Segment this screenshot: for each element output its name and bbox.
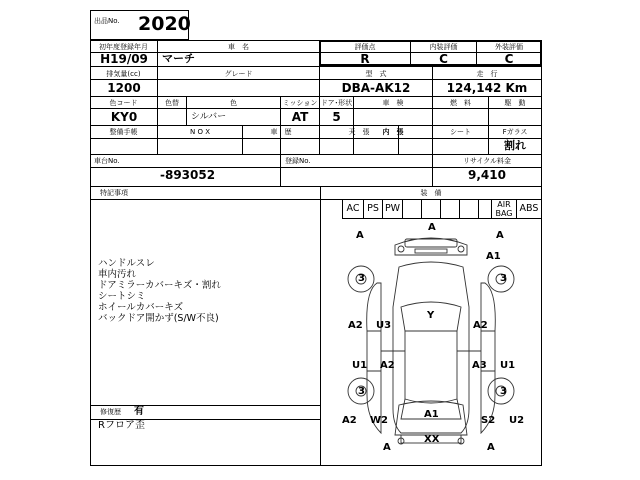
damage-mark: 3	[500, 273, 507, 284]
damage-mark: A	[383, 442, 391, 453]
color-label: 色	[230, 99, 237, 107]
mileage-label: 走 行	[476, 70, 498, 78]
color: シルバー	[191, 112, 227, 122]
remark-line: ハンドルスレ	[98, 258, 155, 269]
chassis-label: 車台No.	[94, 157, 120, 165]
history-label: 車 歴	[270, 128, 292, 136]
roof-label: 天 張	[348, 128, 370, 136]
damage-mark: A	[356, 230, 364, 241]
damage-mark: S2	[481, 415, 496, 426]
model-code: DBA-AK12	[341, 81, 411, 95]
equipment-airbag: AIR BAG	[495, 200, 513, 218]
remark-line: バックドア開かず(S/W不良)	[98, 313, 219, 324]
equipment-ac: AC	[346, 203, 360, 214]
remark-line: ホイールカバーキズ	[98, 302, 184, 313]
damage-mark: XX	[424, 434, 440, 445]
damage-mark: 3	[500, 386, 507, 397]
name-label: 車 名	[228, 43, 249, 51]
type-label: 車 検	[382, 99, 404, 107]
damage-mark: U3	[376, 320, 392, 331]
chassis-number: -893052	[160, 168, 216, 182]
tint-label: 色替	[165, 99, 179, 107]
year-label: 初年度登録年月	[99, 43, 148, 51]
displacement: 1200	[107, 81, 141, 95]
damage-mark: W2	[370, 415, 388, 426]
interior-score-label: 内装評価	[429, 43, 458, 51]
damage-mark: U1	[352, 360, 368, 371]
damage-mark: 3	[358, 273, 365, 284]
nox-label: N O X	[190, 128, 210, 136]
repair-history: 有	[134, 406, 144, 417]
manual-label: 整備手帳	[109, 128, 138, 136]
equipment-pw: PW	[384, 203, 401, 214]
glass-label: Fガラス	[502, 128, 528, 136]
remark-line: 車内汚れ	[98, 269, 137, 280]
damage-mark: A2	[348, 320, 363, 331]
remarks-label: 特記事項	[100, 189, 128, 197]
mission: AT	[291, 110, 309, 124]
mission-label: ミッション	[282, 99, 318, 107]
mileage: 124,142 Km	[446, 81, 528, 95]
damage-mark: A2	[473, 320, 488, 331]
interior-lining-label: 内 張	[382, 128, 404, 136]
repair-detail: Rフロア歪	[98, 420, 145, 431]
damage-mark: A1	[486, 251, 501, 262]
equipment-label: 装 備	[420, 189, 442, 197]
interior-score: C	[439, 52, 448, 66]
color-code-label: 色コード	[109, 99, 138, 107]
damage-mark: Y	[427, 310, 435, 321]
model-label: 型 式	[365, 70, 387, 78]
recycle-fee: 9,410	[468, 168, 506, 182]
exterior-score: C	[504, 52, 514, 66]
equipment-ps: PS	[367, 203, 379, 214]
doors-label: ドア･形状	[320, 99, 353, 107]
car-diagram	[321, 219, 541, 465]
damage-mark: A	[496, 230, 504, 241]
damage-mark: A2	[342, 415, 357, 426]
damage-mark: U2	[509, 415, 525, 426]
recycle-label: リサイクル料金	[462, 157, 512, 165]
color-code: KY0	[110, 110, 138, 124]
drive-label: 駆 動	[504, 99, 526, 107]
damage-mark: A1	[424, 409, 439, 420]
repair-history-label: 修復歴	[100, 408, 121, 416]
equipment-abs: ABS	[519, 203, 539, 214]
damage-mark: A3	[472, 360, 487, 371]
damage-mark: A	[428, 222, 436, 233]
damage-mark: 3	[358, 386, 365, 397]
damage-mark: U1	[500, 360, 516, 371]
exterior-score-label: 外装評価	[495, 43, 523, 51]
seat-label: シート	[450, 128, 471, 136]
first-registration: H19/09	[100, 52, 148, 66]
front-glass: 割れ	[504, 139, 526, 152]
remarks-list	[98, 258, 221, 324]
remark-line: ドアミラーカバーキズ・割れ	[98, 280, 221, 291]
damage-mark: A2	[380, 360, 395, 371]
score-label: 評価点	[354, 43, 376, 51]
car-name: マーチ	[162, 52, 195, 65]
doors: 5	[332, 110, 341, 124]
grade-label: グレード	[224, 70, 253, 78]
evaluation-score: R	[360, 52, 370, 66]
cc-label: 排気量(cc)	[106, 70, 141, 78]
fuel-label: 燃 料	[450, 99, 471, 107]
damage-mark: A	[487, 442, 495, 453]
registration-label: 登録No.	[285, 157, 311, 165]
lot-number: 2020	[138, 13, 191, 35]
lot-label: 出品No.	[94, 17, 120, 25]
remark-line: シートシミ	[98, 291, 146, 302]
